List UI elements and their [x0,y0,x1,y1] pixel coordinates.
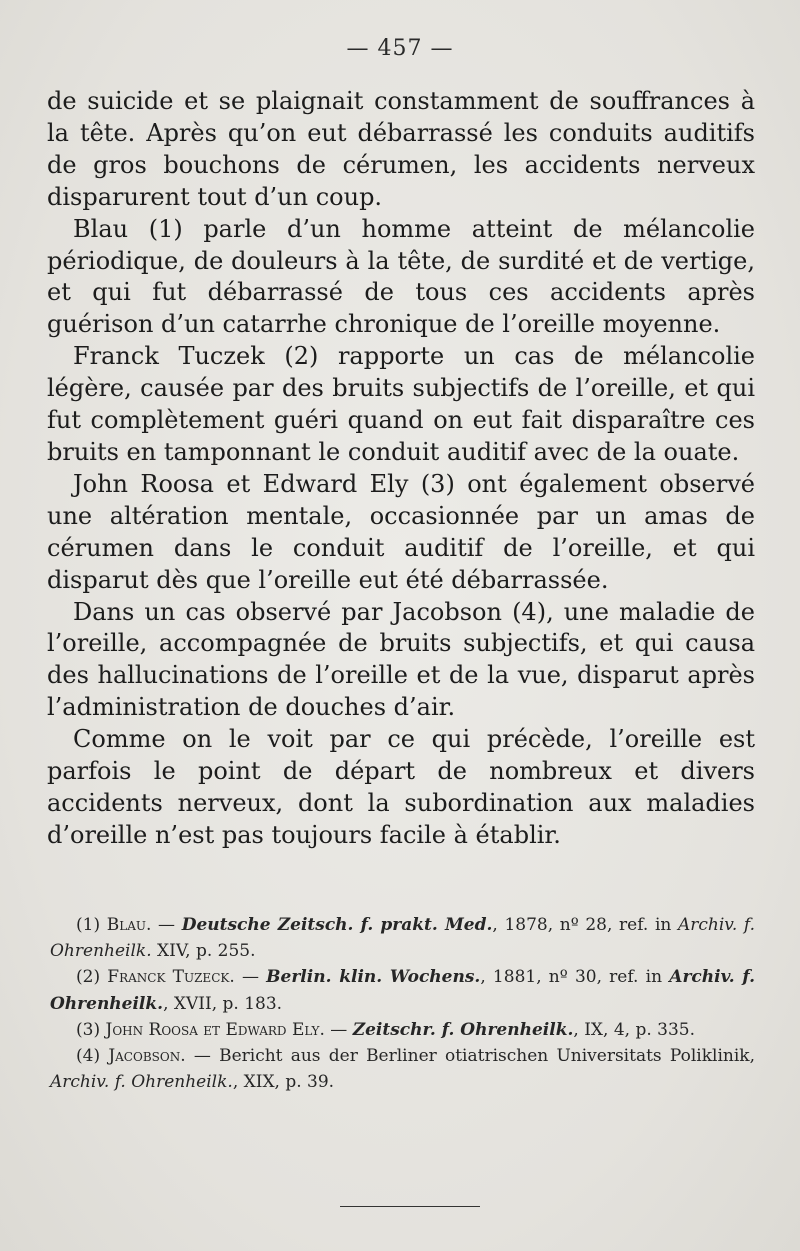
paragraph: de suicide et se plaignait constamment de souffrances à la tête. Après qu’on eut débarrassé les conduits auditifs de gros bouchons de cérumen, les accidents nerveux disparurent tout d’un coup. [47,87,755,211]
footnote-dash: — [185,1046,220,1067]
main-text [47,86,755,852]
footnote-journal: Archiv. f. Ohrenheilk. [50,915,756,962]
footnote-details: , 1878, nº 28, ref. in [492,915,678,935]
footnote-journal: Archiv. f. Ohrenheilk. [50,1072,233,1093]
paragraph: Blau (1) parle d’un homme atteint de mélancolie périodique, de douleurs à la tête, de surdité et de vertige, et qui fut débarrassé de tous ces accidents après guérison d’un catarrhe chronique de l’oreille moyenne. [47,214,755,339]
page-number: — 457 — [346,36,454,61]
footnote-number: (2) [76,967,101,988]
footnote-author: Blau. [106,915,152,935]
footnote-ref: , XVII, p. 183. [163,993,283,1014]
footnote-details: , 1881, nº 30, ref. in [480,967,670,988]
paragraph: Dans un cas observé par Jacobson (4), une maladie de l’oreille, accompagnée de bruits subjectifs, et qui causa des hallucinations de l’oreille et de la vue, disparut après l’administration de douches d’air. [47,597,755,722]
footnotes [50,912,755,1095]
footnote-number: (4) [76,1046,101,1067]
footnote [50,912,755,964]
paragraph: Franck Tuczek (2) rapporte un cas de mélancolie légère, causée par des bruits subjectifs de l’oreille, et qui fut complètement guéri quand on eut fait disparaître ces bruits en tamponnant le conduit auditif avec de la ouate. [47,342,755,466]
footnote-author: Jacobson. [108,1046,186,1067]
footnote-number: (3) [76,1019,101,1040]
footnote-title: Zeitschr. f. Ohrenheilk. [352,1019,574,1040]
footnote-title: Deutsche Zeitsch. f. prakt. Med. [181,915,493,935]
paragraph: Comme on le voit par ce qui précède, l’oreille est parfois le point de départ de nombreux et divers accidents nerveux, dont la subordination aux maladies d’oreille n’est pas toujours facile à établir. [47,725,755,849]
footnote-details: Bericht aus der Berliner otiatrischen Universitats Poliklinik, [219,1046,755,1067]
footnote-author: Franck Tuzeck. [107,967,235,988]
footnote-ref: , XIX, p. 39. [232,1072,335,1093]
footnote-dash: — [234,967,267,988]
footnote-journal: Archiv. f. Ohrenheilk. [50,967,755,1014]
footnote-author: John Roosa et Edward Ely. [105,1019,325,1040]
footnote-title: Berlin. klin. Wochens. [266,967,481,988]
footnote [50,1017,755,1043]
footnote-dash: — [324,1019,353,1040]
paragraph: John Roosa et Edward Ely (3) ont également observé une altération mentale, occasionnée par un amas de cérumen dans le conduit auditif de l’oreille, et qui disparut dès que l’oreille eut été débarrassée. [47,469,755,594]
footnote-number: (1) [76,915,101,935]
footnote-dash: — [151,915,182,935]
footnote [50,1043,755,1095]
footnote-details: , IX, 4, p. 335. [573,1019,695,1040]
footnote [50,964,755,1016]
footnote-ref: XIV, p. 255. [151,941,256,962]
end-rule [340,1206,480,1207]
